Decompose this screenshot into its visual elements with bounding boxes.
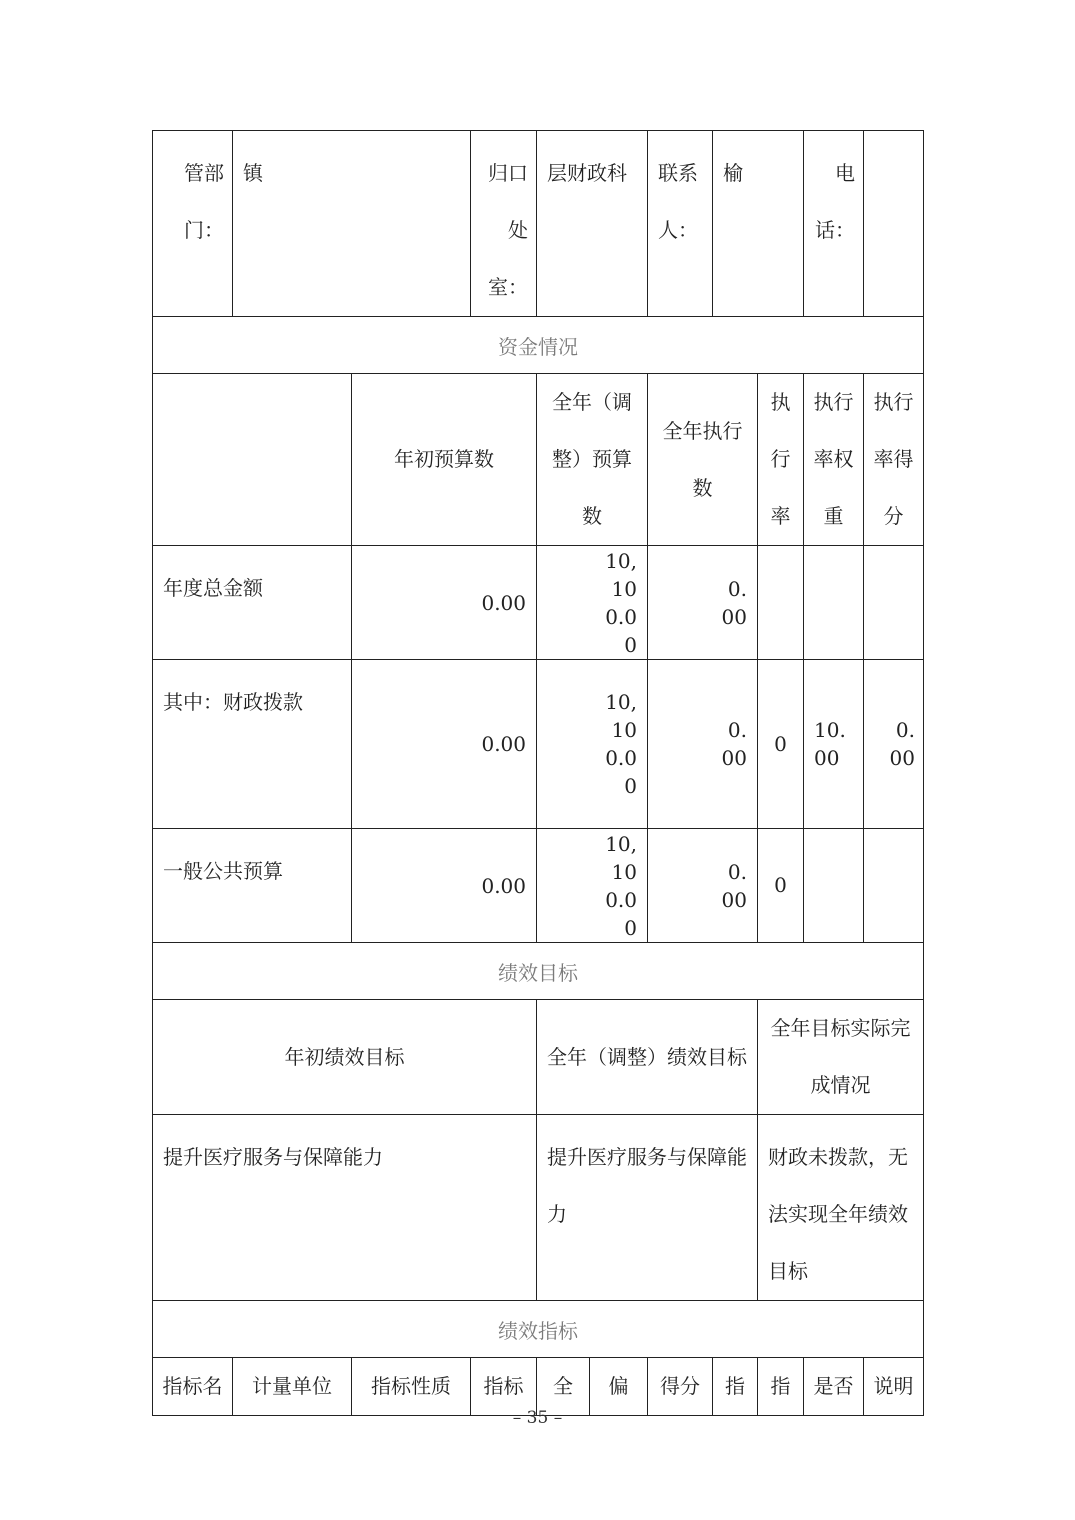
dept-label: 管部门： <box>153 131 233 317</box>
funds-executed-value: 0.00 <box>648 546 758 660</box>
funds-row-label: 年度总金额 <box>153 546 352 660</box>
phone-value <box>864 131 924 317</box>
office-label: 归口处室： <box>471 131 537 317</box>
section-title-goals: 绩效目标 <box>153 943 924 1000</box>
funds-executed-value: 0.00 <box>648 829 758 943</box>
indicator-header: 得分 <box>648 1358 713 1416</box>
goal-initial: 提升医疗服务与保障能力 <box>153 1115 537 1301</box>
page-number: – 35 – <box>512 1408 563 1428</box>
dept-info-row <box>153 131 924 317</box>
indicator-header: 指标性质 <box>352 1358 471 1416</box>
indicator-header: 指标 <box>471 1358 537 1416</box>
funds-score-value <box>864 829 924 943</box>
funds-initial-value: 0.00 <box>352 829 537 943</box>
indicator-header: 全 <box>537 1358 590 1416</box>
funds-header-initial: 年初预算数 <box>352 374 537 546</box>
indicator-header: 偏 <box>590 1358 648 1416</box>
funds-score-value: 0.00 <box>864 660 924 829</box>
funds-weight-value: 10.00 <box>804 660 864 829</box>
funds-rate-value: 0 <box>758 829 804 943</box>
funds-adjusted-value: 10,100.00 <box>537 829 648 943</box>
goal-adjusted: 提升医疗服务与保障能力 <box>537 1115 758 1301</box>
funds-rate-value: 0 <box>758 660 804 829</box>
phone-label: 电话： <box>804 131 864 317</box>
funds-weight-value <box>804 829 864 943</box>
contact-label: 联系人： <box>648 131 713 317</box>
goals-content-row <box>153 1115 924 1301</box>
funds-row-label: 其中：财政拨款 <box>153 660 352 829</box>
funds-adjusted-value: 10,100.00 <box>537 546 648 660</box>
indicator-header: 说明 <box>864 1358 924 1416</box>
funds-header-blank <box>153 374 352 546</box>
funds-row-total <box>153 546 924 660</box>
performance-table <box>152 130 924 1416</box>
funds-initial-value: 0.00 <box>352 546 537 660</box>
funds-header-score: 执行率得分 <box>864 374 924 546</box>
funds-executed-value: 0.00 <box>648 660 758 829</box>
funds-weight-value <box>804 546 864 660</box>
indicator-header: 指标名 <box>153 1358 233 1416</box>
funds-header-rate: 执行率 <box>758 374 804 546</box>
funds-row-fiscal <box>153 660 924 829</box>
funds-rate-value <box>758 546 804 660</box>
indicator-header: 计量单位 <box>233 1358 352 1416</box>
funds-initial-value: 0.00 <box>352 660 537 829</box>
funds-header-adjusted: 全年（调整）预算数 <box>537 374 648 546</box>
dept-value: 镇 <box>233 131 471 317</box>
goals-header-initial: 年初绩效目标 <box>153 1000 537 1115</box>
goals-header-actual: 全年目标实际完成情况 <box>758 1000 924 1115</box>
funds-score-value <box>864 546 924 660</box>
indicator-header: 指 <box>713 1358 758 1416</box>
indicator-header: 指 <box>758 1358 804 1416</box>
indicator-header: 是否 <box>804 1358 864 1416</box>
section-title-funds: 资金情况 <box>153 317 924 374</box>
funds-row-general <box>153 829 924 943</box>
funds-header-weight: 执行率权重 <box>804 374 864 546</box>
funds-adjusted-value: 10,100.00 <box>537 660 648 829</box>
goal-actual: 财政未拨款，无法实现全年绩效目标 <box>758 1115 924 1301</box>
contact-value: 榆 <box>713 131 804 317</box>
indicators-header-row <box>153 1358 924 1416</box>
funds-row-label: 一般公共预算 <box>153 829 352 943</box>
goals-header-row <box>153 1000 924 1115</box>
goals-header-adjusted: 全年（调整）绩效目标 <box>537 1000 758 1115</box>
funds-header-row <box>153 374 924 546</box>
section-title-indicators: 绩效指标 <box>153 1301 924 1358</box>
office-value: 层财政科 <box>537 131 648 317</box>
funds-header-executed: 全年执行数 <box>648 374 758 546</box>
